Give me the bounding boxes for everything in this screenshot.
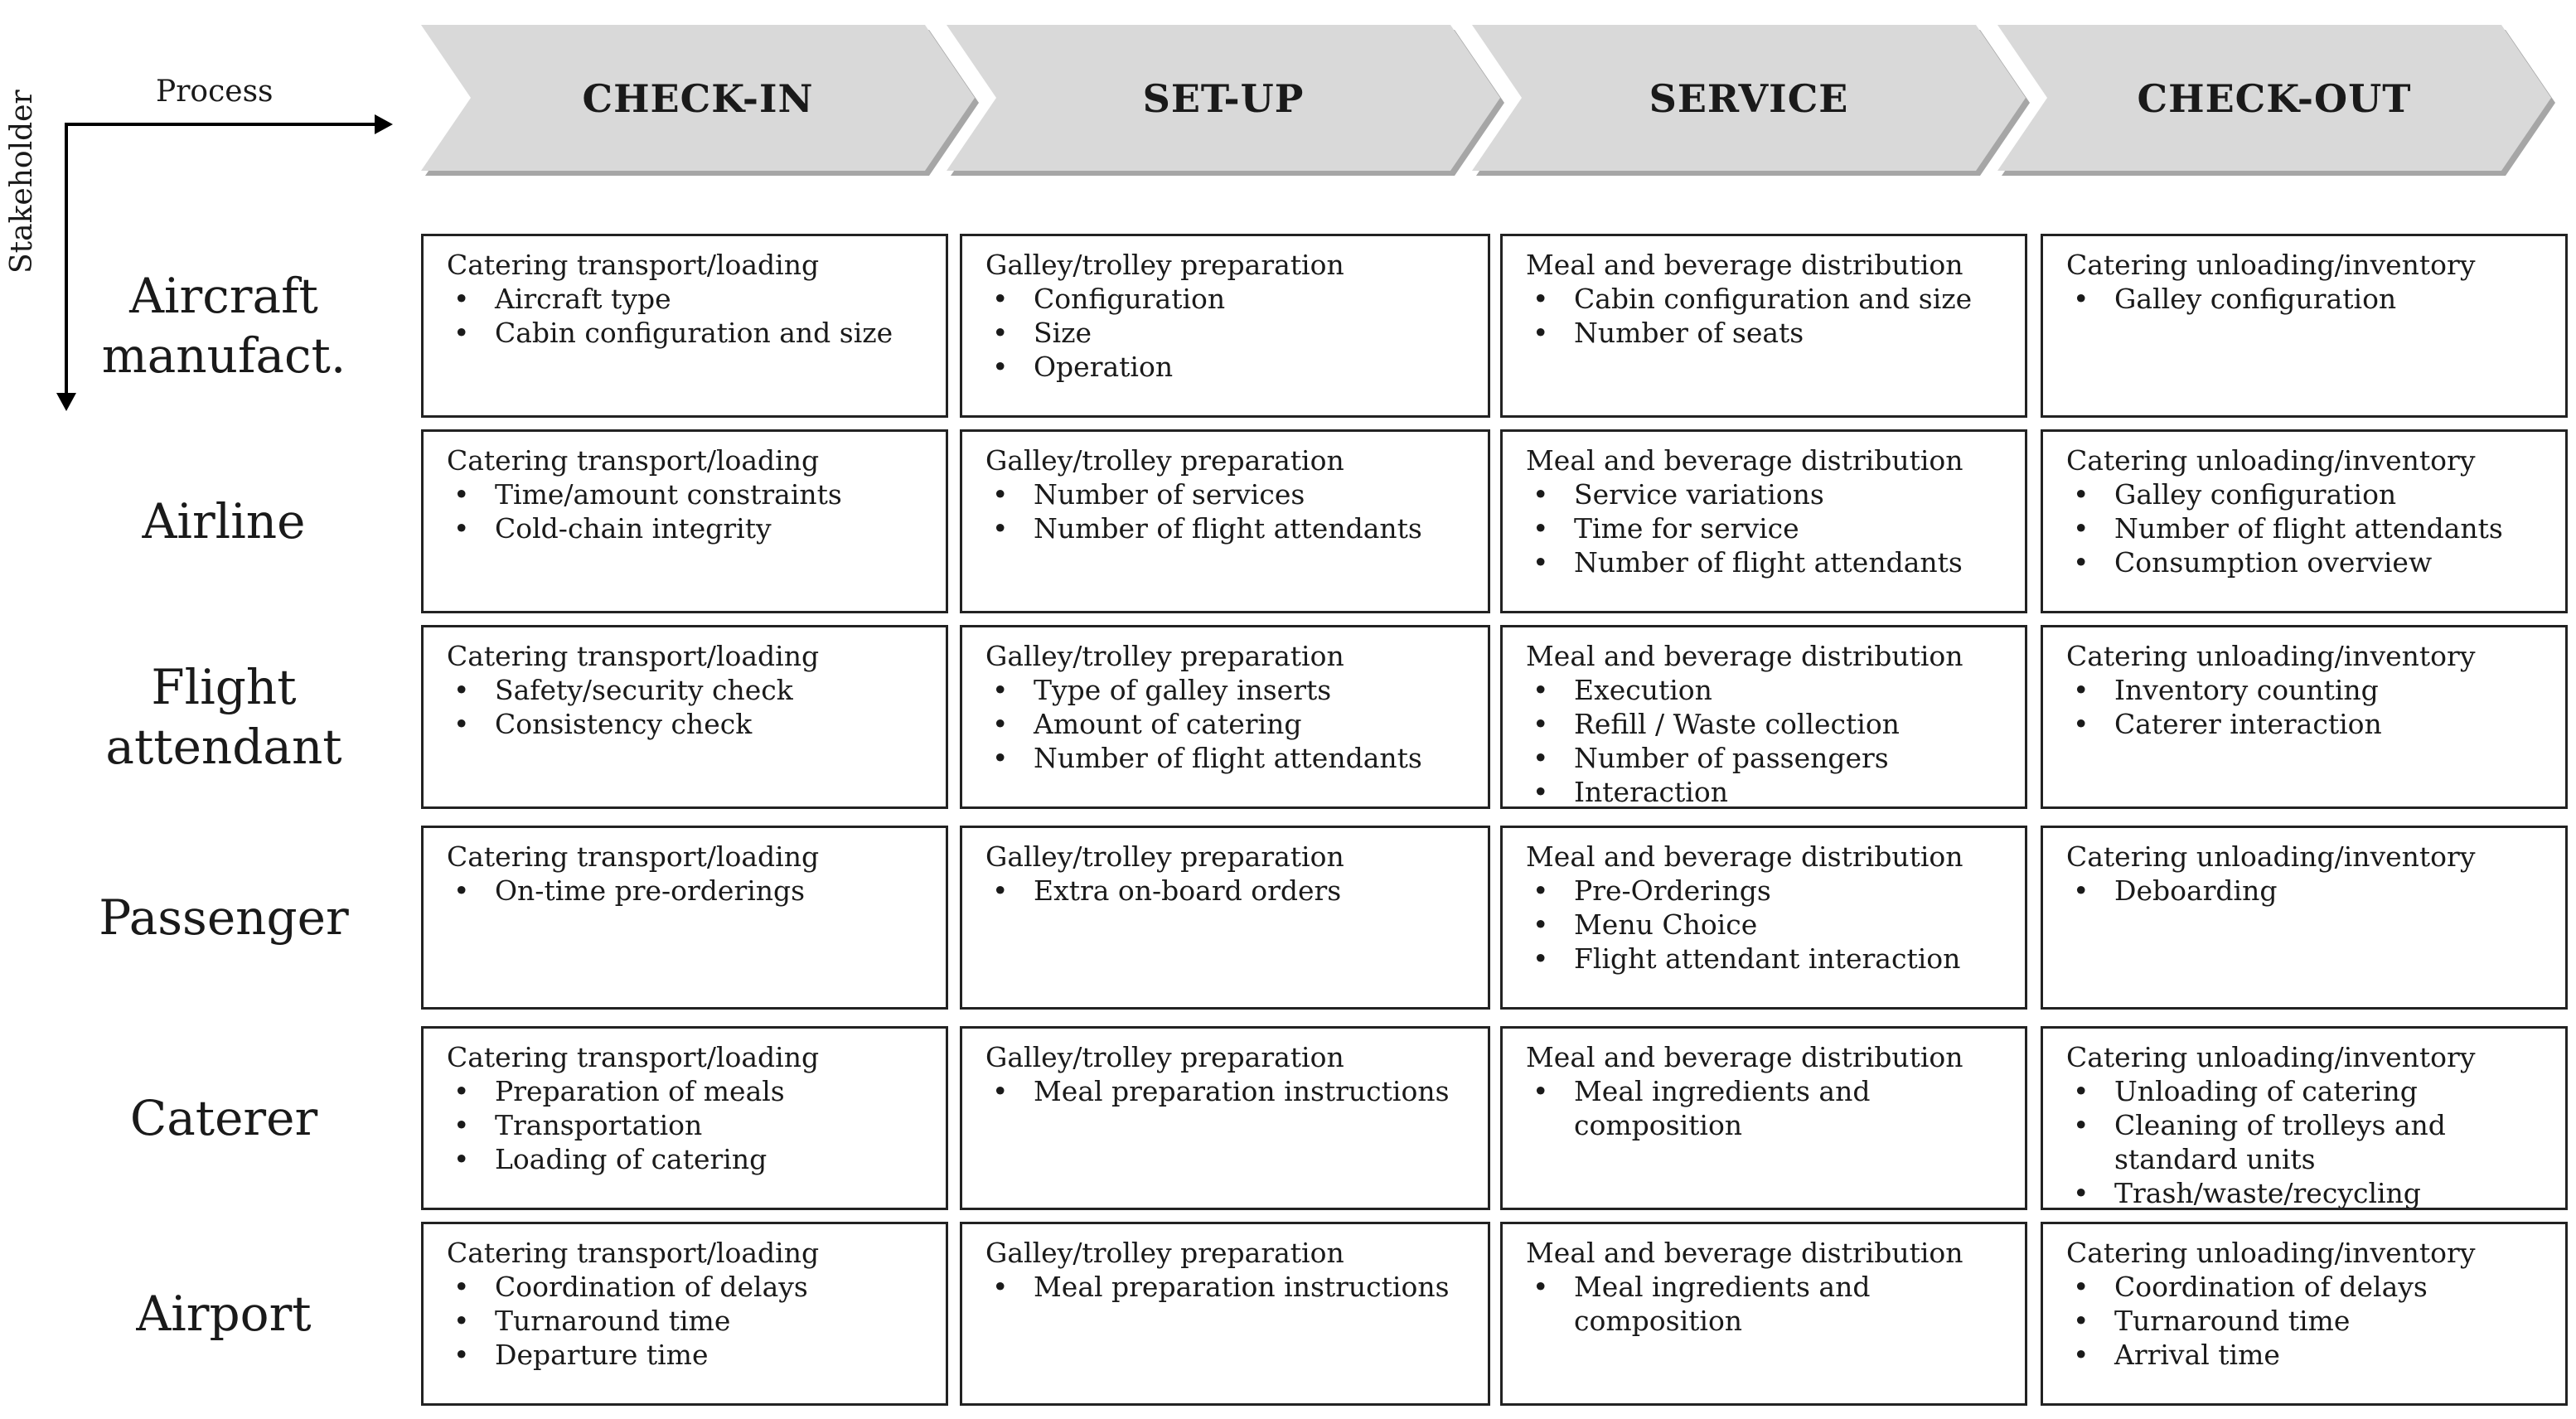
cell-bullet-item: • Caterer interaction — [2066, 707, 2549, 741]
stakeholder-label: Airport — [136, 1286, 312, 1342]
matrix-cell — [960, 234, 1490, 418]
cell-bullet-item: • Arrival time — [2066, 1338, 2549, 1372]
matrix-cell — [2041, 826, 2568, 1010]
cell-title: Catering unloading/inventory — [2066, 640, 2476, 672]
cell-bullet-item: • Safety/security check — [447, 673, 929, 707]
cell-bullet-item: • Turnaround time — [447, 1304, 929, 1338]
stage-chevron-check-in — [421, 25, 975, 172]
cell-bullet-item: • Preparation of meals — [447, 1074, 929, 1108]
cell-bullet-item: • Operation — [985, 350, 1471, 384]
cell-bullet-list — [1526, 874, 2008, 976]
matrix-cell — [2041, 429, 2568, 613]
cell-bullet-list — [1526, 477, 2008, 579]
matrix-cell — [421, 1026, 948, 1210]
cell-title: Galley/trolley preparation — [985, 1237, 1344, 1269]
cell-title: Galley/trolley preparation — [985, 249, 1344, 281]
cell-bullet-item: • Service variations — [1526, 477, 2008, 511]
cell-bullet-list — [2066, 1074, 2549, 1210]
stakeholder-label: Caterer — [129, 1090, 318, 1146]
cell-bullet-list — [1526, 282, 2008, 350]
cell-bullet-item: • Transportation — [447, 1108, 929, 1142]
cell-bullet-list — [1526, 1270, 2008, 1338]
cell-bullet-item: • Size — [985, 316, 1471, 350]
cell-bullet-item: • Meal ingredients and composition — [1526, 1270, 2008, 1338]
cell-title: Catering unloading/inventory — [2066, 840, 2476, 873]
cell-title: Catering unloading/inventory — [2066, 1041, 2476, 1073]
matrix-cell — [421, 826, 948, 1010]
cell-title: Meal and beverage distribution — [1526, 640, 1963, 672]
cell-bullet-item: • Meal preparation instructions — [985, 1074, 1471, 1108]
cell-bullet-item: • Meal preparation instructions — [985, 1270, 1471, 1304]
cell-bullet-list — [447, 874, 929, 908]
cell-bullet-list — [2066, 874, 2549, 908]
cell-bullet-item: • Number of flight attendants — [985, 741, 1471, 775]
cell-bullet-item: • Loading of catering — [447, 1142, 929, 1176]
cell-bullet-item: • Cold-chain integrity — [447, 511, 929, 545]
cell-bullet-item: • Time for service — [1526, 511, 2008, 545]
cell-bullet-list — [447, 282, 929, 350]
stakeholder-label: Airline — [142, 493, 306, 550]
cell-bullet-item: • Extra on-board orders — [985, 874, 1471, 908]
cell-bullet-item: • Coordination of delays — [2066, 1270, 2549, 1304]
stage-chevron-service — [1472, 25, 2026, 172]
cell-title: Meal and beverage distribution — [1526, 444, 1963, 477]
cell-bullet-list — [1526, 1074, 2008, 1142]
matrix-cell — [960, 429, 1490, 613]
stage-label: CHECK-IN — [582, 76, 814, 121]
cell-bullet-item: • Aircraft type — [447, 282, 929, 316]
cell-bullet-item: • Number of services — [985, 477, 1471, 511]
stakeholder-arrow-icon — [56, 393, 76, 411]
cell-title: Galley/trolley preparation — [985, 640, 1344, 672]
stakeholder-axis-label: Stakeholder — [5, 90, 39, 274]
cell-bullet-item: • Interaction — [1526, 775, 2008, 809]
cell-title: Catering unloading/inventory — [2066, 444, 2476, 477]
cell-bullet-item: • Consumption overview — [2066, 545, 2549, 579]
cell-bullet-item: • Number of flight attendants — [985, 511, 1471, 545]
matrix-cell — [960, 826, 1490, 1010]
matrix-cell — [421, 234, 948, 418]
cell-title: Catering transport/loading — [447, 640, 820, 672]
cell-bullet-item: • Cabin configuration and size — [1526, 282, 2008, 316]
cell-bullet-item: • Inventory counting — [2066, 673, 2549, 707]
cell-bullet-item: • Coordination of delays — [447, 1270, 929, 1304]
process-arrow-line — [66, 123, 377, 126]
cell-title: Galley/trolley preparation — [985, 444, 1344, 477]
cell-bullet-list — [447, 1270, 929, 1372]
cell-bullet-item: • Execution — [1526, 673, 2008, 707]
cell-title: Meal and beverage distribution — [1526, 1041, 1963, 1073]
process-arrow-icon — [375, 114, 393, 134]
cell-bullet-item: • Unloading of catering — [2066, 1074, 2549, 1108]
cell-bullet-item: • Cabin configuration and size — [447, 316, 929, 350]
matrix-cell — [1500, 234, 2027, 418]
matrix-cell — [960, 1026, 1490, 1210]
cell-bullet-item: • Cleaning of trolleys and standard units — [2066, 1108, 2549, 1176]
cell-bullet-item: • Meal ingredients and composition — [1526, 1074, 2008, 1142]
cell-bullet-list — [447, 1074, 929, 1176]
matrix-cell — [421, 429, 948, 613]
matrix-cell — [2041, 1026, 2568, 1210]
stakeholder-label: Passenger — [99, 889, 349, 946]
cell-bullet-list — [985, 477, 1471, 545]
cell-bullet-item: • Number of flight attendants — [1526, 545, 2008, 579]
matrix-cell — [1500, 1026, 2027, 1210]
cell-title: Galley/trolley preparation — [985, 1041, 1344, 1073]
cell-bullet-item: • Departure time — [447, 1338, 929, 1372]
matrix-cell — [960, 625, 1490, 809]
cell-bullet-item: • Configuration — [985, 282, 1471, 316]
cell-bullet-item: • Number of passengers — [1526, 741, 2008, 775]
cell-bullet-list — [447, 477, 929, 545]
matrix-cell — [2041, 234, 2568, 418]
cell-bullet-item: • Galley configuration — [2066, 477, 2549, 511]
cell-bullet-item: • Number of seats — [1526, 316, 2008, 350]
cell-bullet-item: • Consistency check — [447, 707, 929, 741]
stakeholder-arrow-line — [65, 123, 68, 396]
cell-bullet-item: • Menu Choice — [1526, 908, 2008, 942]
stage-label: CHECK-OUT — [2137, 76, 2412, 121]
matrix-cell — [1500, 826, 2027, 1010]
cell-bullet-list — [1526, 673, 2008, 809]
matrix-cell — [1500, 429, 2027, 613]
matrix-cell — [421, 1222, 948, 1406]
matrix-cell — [2041, 625, 2568, 809]
stakeholder-label: Aircraft manufact. — [101, 268, 346, 384]
cell-bullet-item: • Time/amount constraints — [447, 477, 929, 511]
cell-bullet-item: • Galley configuration — [2066, 282, 2549, 316]
cell-title: Catering transport/loading — [447, 1237, 820, 1269]
cell-bullet-item: • Deboarding — [2066, 874, 2549, 908]
matrix-cell — [2041, 1222, 2568, 1406]
stage-chevron-check-out — [1997, 25, 2551, 172]
cell-bullet-list — [985, 1074, 1471, 1108]
cell-bullet-item: • Number of flight attendants — [2066, 511, 2549, 545]
cell-title: Catering transport/loading — [447, 444, 820, 477]
cell-title: Catering transport/loading — [447, 249, 820, 281]
cell-bullet-list — [2066, 477, 2549, 579]
matrix-cell — [960, 1222, 1490, 1406]
cell-bullet-list — [985, 282, 1471, 384]
cell-bullet-list — [2066, 673, 2549, 741]
stakeholder-label: Flight attendant — [105, 659, 342, 775]
cell-title: Catering transport/loading — [447, 840, 820, 873]
process-axis-label: Process — [156, 75, 274, 109]
cell-bullet-list — [447, 673, 929, 741]
cell-title: Meal and beverage distribution — [1526, 1237, 1963, 1269]
cell-bullet-item: • On-time pre-orderings — [447, 874, 929, 908]
matrix-cell — [1500, 625, 2027, 809]
cell-title: Catering transport/loading — [447, 1041, 820, 1073]
cell-title: Catering unloading/inventory — [2066, 249, 2476, 281]
cell-bullet-item: • Amount of catering — [985, 707, 1471, 741]
cell-bullet-list — [985, 874, 1471, 908]
stage-chevron-set-up — [947, 25, 1500, 172]
matrix-cell — [421, 625, 948, 809]
cell-bullet-item: • Flight attendant interaction — [1526, 942, 2008, 976]
cell-bullet-list — [2066, 1270, 2549, 1372]
cell-title: Galley/trolley preparation — [985, 840, 1344, 873]
cell-title: Catering unloading/inventory — [2066, 1237, 2476, 1269]
cell-bullet-item: • Turnaround time — [2066, 1304, 2549, 1338]
cell-bullet-item: • Trash/waste/recycling — [2066, 1176, 2549, 1210]
cell-bullet-list — [2066, 282, 2549, 316]
cell-bullet-list — [985, 673, 1471, 775]
matrix-cell — [1500, 1222, 2027, 1406]
cell-title: Meal and beverage distribution — [1526, 249, 1963, 281]
cell-title: Meal and beverage distribution — [1526, 840, 1963, 873]
cell-bullet-list — [985, 1270, 1471, 1304]
stage-label: SERVICE — [1649, 76, 1849, 121]
cell-bullet-item: • Refill / Waste collection — [1526, 707, 2008, 741]
cell-bullet-item: • Pre-Orderings — [1526, 874, 2008, 908]
cell-bullet-item: • Type of galley inserts — [985, 673, 1471, 707]
stage-label: SET-UP — [1142, 76, 1305, 121]
